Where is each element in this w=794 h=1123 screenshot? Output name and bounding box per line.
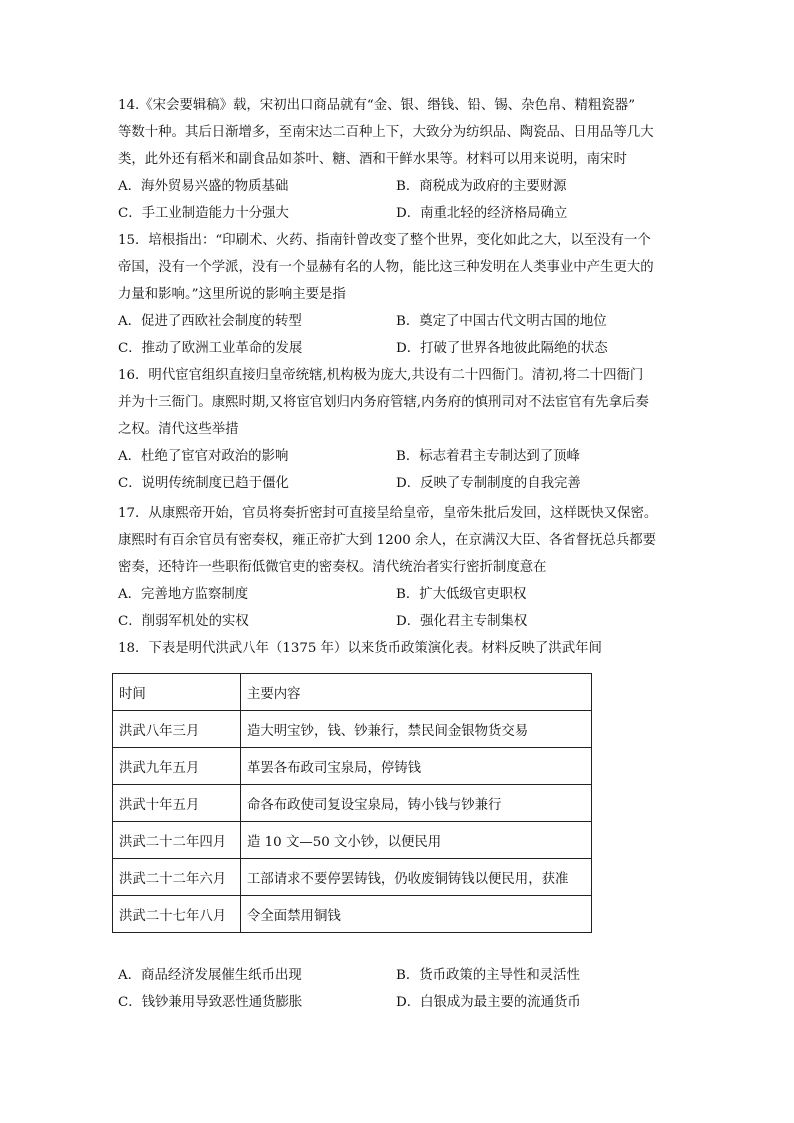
option-c[interactable]: C．削弱军机处的实权: [118, 614, 249, 629]
option-d[interactable]: D．反映了专制制度的自我完善: [396, 476, 581, 491]
table-cell-content: 令全面禁用铜钱: [241, 896, 592, 933]
option-d[interactable]: D．南重北轻的经济格局确立: [396, 206, 568, 221]
question-14: [118, 92, 678, 227]
question-17-options-row: [118, 608, 678, 635]
question-14-line: 类，此外还有稻米和副食品如茶叶、糖、酒和干鲜水果等。材料可以用来说明，南宋时: [118, 152, 627, 167]
question-15-line: 帝国，没有一个学派，没有一个显赫有名的人物，能比这三种发明在人类事业中产生更大的: [118, 260, 654, 275]
question-18-line: 18．下表是明代洪武八年（1375 年）以来货币政策演化表。材料反映了洪武年间: [118, 641, 602, 656]
question-18-options-row: [118, 962, 678, 989]
table-cell-content: 革罢各布政司宝泉局，停铸钱: [241, 748, 592, 785]
question-17-options-row: [118, 581, 678, 608]
question-14-line: 等数十种。其后日渐增多，至南宋达二百种上下，大致分为纺织品、陶瓷品、日用品等几大: [118, 125, 654, 140]
option-c[interactable]: C．钱钞兼用导致恶性通货膨胀: [118, 995, 303, 1010]
question-16-line: 之权。清代这些举措: [118, 422, 239, 437]
table-cell-time: 洪武二十二年四月: [113, 822, 241, 859]
question-14-options-row: [118, 200, 678, 227]
option-b[interactable]: B．标志着君主专制达到了顶峰: [396, 449, 580, 464]
option-b[interactable]: B．奠定了中国古代文明古国的地位: [396, 314, 607, 329]
table-row: [113, 748, 592, 785]
option-a[interactable]: A．海外贸易兴盛的物质基础: [118, 179, 289, 194]
table-cell-time: 洪武二十七年八月: [113, 896, 241, 933]
question-15-line: 力量和影响。”这里所说的影响主要是指: [118, 287, 346, 302]
question-16-line: 16．明代宦官组织直接归皇帝统辖,机构极为庞大,共设有二十四衙门。清初,将二十四衙门: [118, 368, 644, 383]
option-b[interactable]: B．扩大低级官吏职权: [396, 587, 527, 602]
question-17: [118, 500, 678, 635]
option-a[interactable]: A．完善地方监察制度: [118, 587, 249, 602]
question-block: [118, 92, 678, 662]
table-row: [113, 859, 592, 896]
table-cell-time: 洪武九年五月: [113, 748, 241, 785]
option-d[interactable]: D．打破了世界各地彼此隔绝的状态: [396, 341, 608, 356]
table-cell-time: 洪武十年五月: [113, 785, 241, 822]
question-16: [118, 362, 678, 497]
table-cell-time: 洪武八年三月: [113, 711, 241, 748]
question-15-options-row: [118, 335, 678, 362]
question-15-line: 15．培根指出：“印刷术、火药、指南针曾改变了整个世界，变化如此之大，以至没有一个: [118, 233, 651, 248]
question-14-options-row: [118, 173, 678, 200]
option-a[interactable]: A．商品经济发展催生纸币出现: [118, 968, 302, 983]
question-18-options: [118, 962, 678, 1016]
option-d[interactable]: D．白银成为最主要的流通货币: [396, 995, 581, 1010]
table-row: [113, 822, 592, 859]
table-row: [113, 785, 592, 822]
question-17-line: 密奏，还特许一些职衔低微官吏的密奏权。清代统治者实行密折制度意在: [118, 560, 547, 575]
option-a[interactable]: A．杜绝了宦官对政治的影响: [118, 449, 289, 464]
option-b[interactable]: B．货币政策的主导性和灵活性: [396, 968, 580, 983]
question-16-line: 并为十三衙门。康熙时期,又将宦官划归内务府管辖,内务府的慎刑司对不法宦官有先拿后奏: [118, 395, 649, 410]
table-cell-content: 造 10 文—50 文小钞，以便民用: [241, 822, 592, 859]
table-cell-content: 工部请求不要停罢铸钱，仍收废铜铸钱以便民用，获准: [241, 859, 592, 896]
table-row: [113, 711, 592, 748]
question-16-options-row: [118, 443, 678, 470]
question-15-options-row: [118, 308, 678, 335]
question-17-line: 康熙时有百余官员有密奏权，雍正帝扩大到 1200 余人，在京满汉大臣、各省督抚总兵都要: [118, 533, 657, 548]
question-18-options-row: [118, 989, 678, 1016]
table-row: [113, 896, 592, 933]
question-17-line: 17．从康熙帝开始，官员将奏折密封可直接呈给皇帝，皇帝朱批后发回，这样既快又保密。: [118, 506, 658, 521]
table-header-cell: 主要内容: [241, 674, 592, 711]
option-d[interactable]: D．强化君主专制集权: [396, 614, 528, 629]
option-c[interactable]: C．说明传统制度已趋于僵化: [118, 476, 289, 491]
question-16-options-row: [118, 470, 678, 497]
table-header-cell: 时间: [113, 674, 241, 711]
table-header-row: [113, 674, 592, 711]
table-cell-content: 造大明宝钞，钱、钞兼行，禁民间金银物货交易: [241, 711, 592, 748]
question-18: [118, 635, 678, 662]
question-14-line: 14.《宋会要辑稿》载，宋初出口商品就有“金、银、缗钱、铅、锡、杂色帛、精粗瓷器”: [118, 98, 636, 113]
table-cell-content: 命各布政使司复设宝泉局，铸小钱与钞兼行: [241, 785, 592, 822]
question-15: [118, 227, 678, 362]
currency-policy-table: [112, 673, 592, 933]
option-c[interactable]: C．推动了欧洲工业革命的发展: [118, 341, 303, 356]
option-b[interactable]: B．商税成为政府的主要财源: [396, 179, 567, 194]
table-cell-time: 洪武二十二年六月: [113, 859, 241, 896]
option-c[interactable]: C．手工业制造能力十分强大: [118, 206, 289, 221]
option-a[interactable]: A．促进了西欧社会制度的转型: [118, 314, 302, 329]
